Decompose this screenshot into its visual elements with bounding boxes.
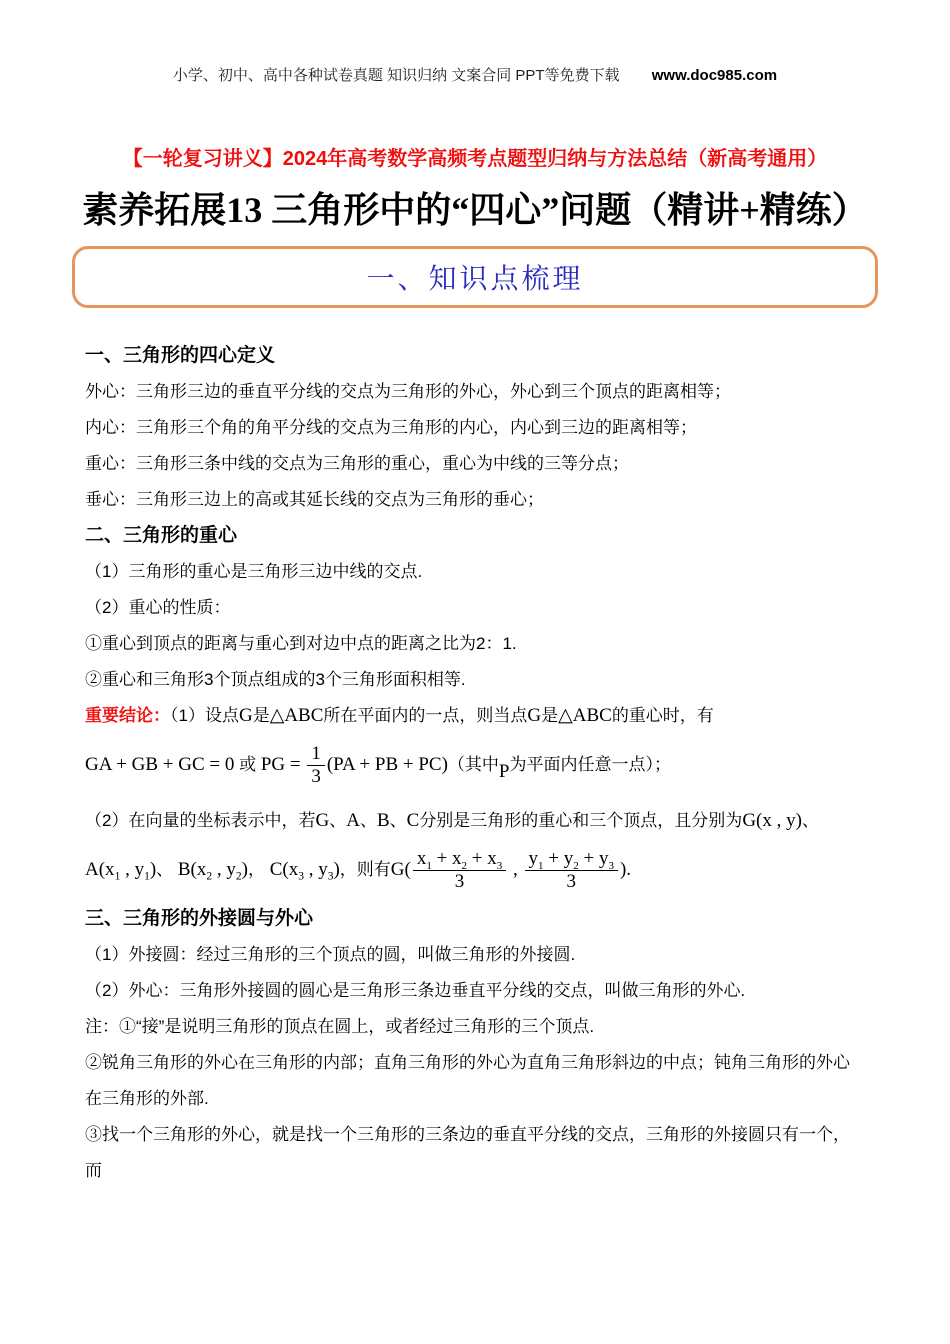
section-heading [85,518,865,554]
math-run: 1 [144,870,150,883]
text-run: 、 [389,811,407,830]
math-run: 3 [496,859,503,872]
text-run: 二、三角形的重心 [85,525,238,546]
text-run: 、 [156,860,178,879]
math-run: (PA + PB + PC) [326,754,448,775]
header-site-url: www.doc985.com [651,67,778,84]
math-run: GA + GB + GC = 0 [85,754,240,775]
text-run: （2）在向量的坐标表示中，若 [85,811,316,830]
math-run: y [528,848,539,870]
paragraph [85,803,865,839]
math-run: G [238,705,253,726]
math-run: G( [390,859,411,880]
section-heading [85,901,865,937]
text-run: 注：①“接”是说明三角形的顶点在圆上，或者经过三角形的三个顶点. [85,1017,595,1036]
math-run: G [315,810,330,831]
paragraph [85,482,865,518]
paragraph [85,1045,865,1117]
paragraph [85,374,865,410]
text-run: （2）重心的性质： [85,598,231,617]
math-run: 1 [426,859,432,872]
math-run: 2 [235,870,242,883]
text-run: 为平面内任意一点）； [509,755,671,774]
text-run: 垂心：三角形三边上的高或其延长线的交点为三角形的垂心； [85,490,544,509]
content [0,338,950,1189]
math-run: G [527,705,542,726]
paragraph [85,937,865,973]
math-run: 1 [538,859,544,872]
text-run: ②重心和三角形3个顶点组成的3个三角形面积相等. [85,670,466,689]
math-run: + x [467,848,497,870]
text-run: 是 [252,706,270,725]
text-run: （其中 [447,755,499,774]
math-run: 3 [298,870,304,883]
math-run: 3 [311,766,321,788]
fraction [525,848,618,893]
math-run: ) [241,859,248,880]
text-run: 、 [359,811,377,830]
math-run: 2 [206,870,213,883]
text-run: 、 [329,811,347,830]
math-run: 3 [454,871,465,893]
text-run: （1）外接圆：经过三角形的三个顶点的圆，叫做三角形的外接圆. [85,945,576,964]
math-run: , y [303,859,328,880]
page-header [0,0,950,86]
text-run: ， [247,860,270,879]
math-run: △ABC [558,705,612,726]
text-run: 外心：三角形三边的垂直平分线的交点为三角形的外心，外心到三个顶点的距离相等； [85,382,731,401]
math-run: + y [543,848,574,870]
math-run: ) [149,859,157,880]
paragraph [85,410,865,446]
math-run: , y [120,859,145,880]
math-run: P [498,761,510,782]
text-run: 重心：三角形三条中线的交点为三角形的重心，重心为中线的三等分点； [85,454,629,473]
text-run: 分别是三角形的重心和三个顶点，且分别为 [419,811,743,830]
math-run: 1 [114,870,121,883]
paragraph [85,446,865,482]
text-run: ②锐角三角形的外心在三角形的内部；直角三角形的外心为直角三角形斜边的中点；钝角三角形的外心在三角形的外部. [85,1053,850,1108]
knowledge-section-banner [72,246,878,308]
text-run: 或 [239,755,257,774]
paragraph [85,554,865,590]
math-run: + x [431,848,462,870]
math-run: △ABC [269,705,324,726]
text-run: ①重心到顶点的距离与重心到对边中点的距离之比为2：1. [85,634,517,653]
text-run: 是 [541,706,559,725]
banner-label: 一、知识点梳理 [366,263,584,294]
math-run: 3 [608,859,614,872]
math-run: 2 [461,859,468,872]
math-run: C [406,810,420,831]
text-run: （1）三角形的重心是三角形三边中线的交点. [85,562,423,581]
text-run: 的重心时，有 [611,706,714,725]
paragraph [85,626,865,662]
section-heading [85,338,865,374]
math-run: G(x , y) [742,810,802,831]
text-run: 、 [801,811,819,830]
math-run: , y [212,859,236,880]
math-run: 3 [566,871,576,893]
math-run: 2 [573,859,579,872]
math-run: PG = [256,754,306,775]
fraction [413,848,506,893]
series-subtitle: 【一轮复习讲义】2024年高考数学高频考点题型归纳与方法总结（新高考通用） [122,148,828,170]
text-run: 所在平面内的一点，则当点 [323,706,528,725]
math-run: C(x [269,859,299,880]
text-run: 内心：三角形三个角的角平分线的交点为三角形的内心，内心到三边的距离相等； [85,418,697,437]
formula-line [85,734,865,803]
text-run: （1）设点 [170,706,239,725]
text-run: ，则有 [339,860,391,879]
paragraph [85,973,865,1009]
text-run: 一、三角形的四心定义 [85,345,276,366]
paragraph [85,590,865,626]
header-services-text: 小学、初中、高中各种试卷真题 知识归纳 文案合同 PPT等免费下载 [172,67,620,84]
math-run: x [416,848,427,870]
math-run: B(x [177,859,207,880]
math-run: B [376,810,390,831]
paragraph [85,698,865,734]
paragraph [85,662,865,698]
math-run: 1 [311,743,321,765]
doc-title: 素养拓展13 三角形中的“四心”问题（精讲+精练） [82,190,868,230]
math-run: ). [619,859,632,880]
paragraph [85,1009,865,1045]
text-run: 三、三角形的外接圆与外心 [85,908,314,929]
paragraph [85,1117,865,1189]
math-run: A(x [85,859,115,880]
formula-line [85,839,865,901]
math-run: ) [333,859,340,880]
inline-red-label: 重要结论： [85,706,170,725]
math-run: A [346,810,360,831]
math-run: 3 [327,870,334,883]
fraction [307,743,325,788]
text-run: （2）外心：三角形外接圆的圆心是三角形三条边垂直平分线的交点，叫做三角形的外心. [85,981,746,1000]
math-run: , [508,859,523,880]
math-run: + y [578,848,609,870]
text-run: ③找一个三角形的外心，就是找一个三角形的三条边的垂直平分线的交点，三角形的外接圆只有一个，而 [85,1125,850,1180]
